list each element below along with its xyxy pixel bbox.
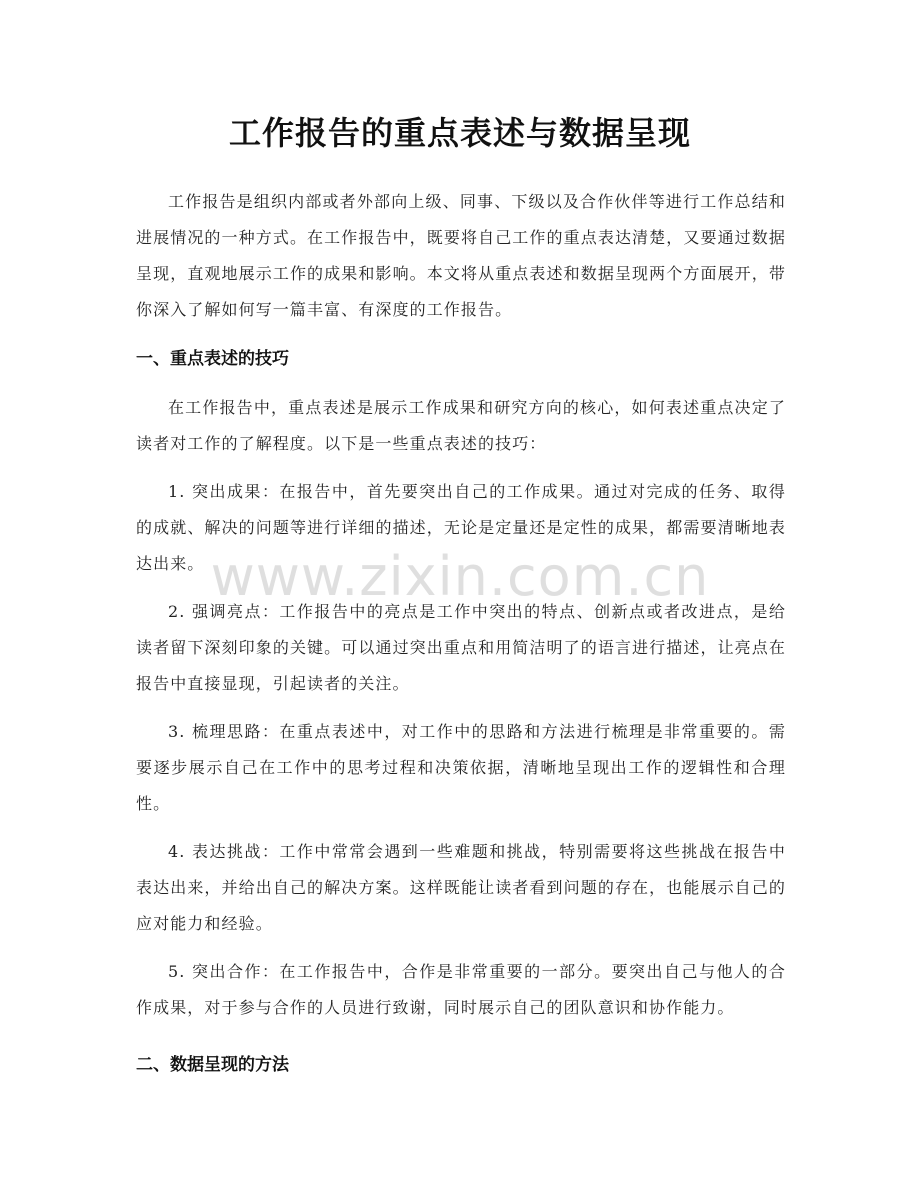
list-item-5: 5. 突出合作：在工作报告中，合作是非常重要的一部分。要突出自己与他人的合作成果，对于参与合作的人员进行致谢，同时展示自己的团队意识和协作能力。	[136, 962, 786, 1017]
document-title: 工作报告的重点表述与数据呈现	[228, 114, 691, 152]
list-item-3: 3. 梳理思路：在重点表述中，对工作中的思路和方法进行梳理是非常重要的。需要逐步展示自己在工作中的思考过程和决策依据，清晰地呈现出工作的逻辑性和合理性。	[136, 722, 786, 813]
section1-intro-paragraph: 在工作报告中，重点表述是展示工作成果和研究方向的核心，如何表述重点决定了读者对工作的了解程度。以下是一些重点表述的技巧：	[136, 398, 786, 453]
list-item-4: 4. 表达挑战：工作中常常会遇到一些难题和挑战，特别需要将这些挑战在报告中表达出来，并给出自己的解决方案。这样既能让读者看到问题的存在，也能展示自己的应对能力和经验。	[136, 842, 786, 933]
intro-paragraph: 工作报告是组织内部或者外部向上级、同事、下级以及合作伙伴等进行工作总结和进展情况的一种方式。在工作报告中，既要将自己工作的重点表达清楚，又要通过数据呈现，直观地展示工作的成果和影响。本文将从重点表述和数据呈现两个方面展开，带你深入了解如何写一篇丰富、有深度的工作报告。	[136, 192, 786, 319]
list-item-2: 2. 强调亮点：工作报告中的亮点是工作中突出的特点、创新点或者改进点，是给读者留下深刻印象的关键。可以通过突出重点和用简洁明了的语言进行描述，让亮点在报告中直接显现，引起读者的关注。	[136, 602, 786, 693]
section-heading-2: 二、数据呈现的方法	[136, 1055, 289, 1075]
watermark: www.zixin.com.cn	[210, 545, 710, 608]
section-heading-1: 一、重点表述的技巧	[136, 349, 289, 369]
list-item-1: 1. 突出成果：在报告中，首先要突出自己的工作成果。通过对完成的任务、取得的成就、解决的问题等进行详细的描述，无论是定量还是定性的成果，都需要清晰地表达出来。	[136, 482, 786, 573]
